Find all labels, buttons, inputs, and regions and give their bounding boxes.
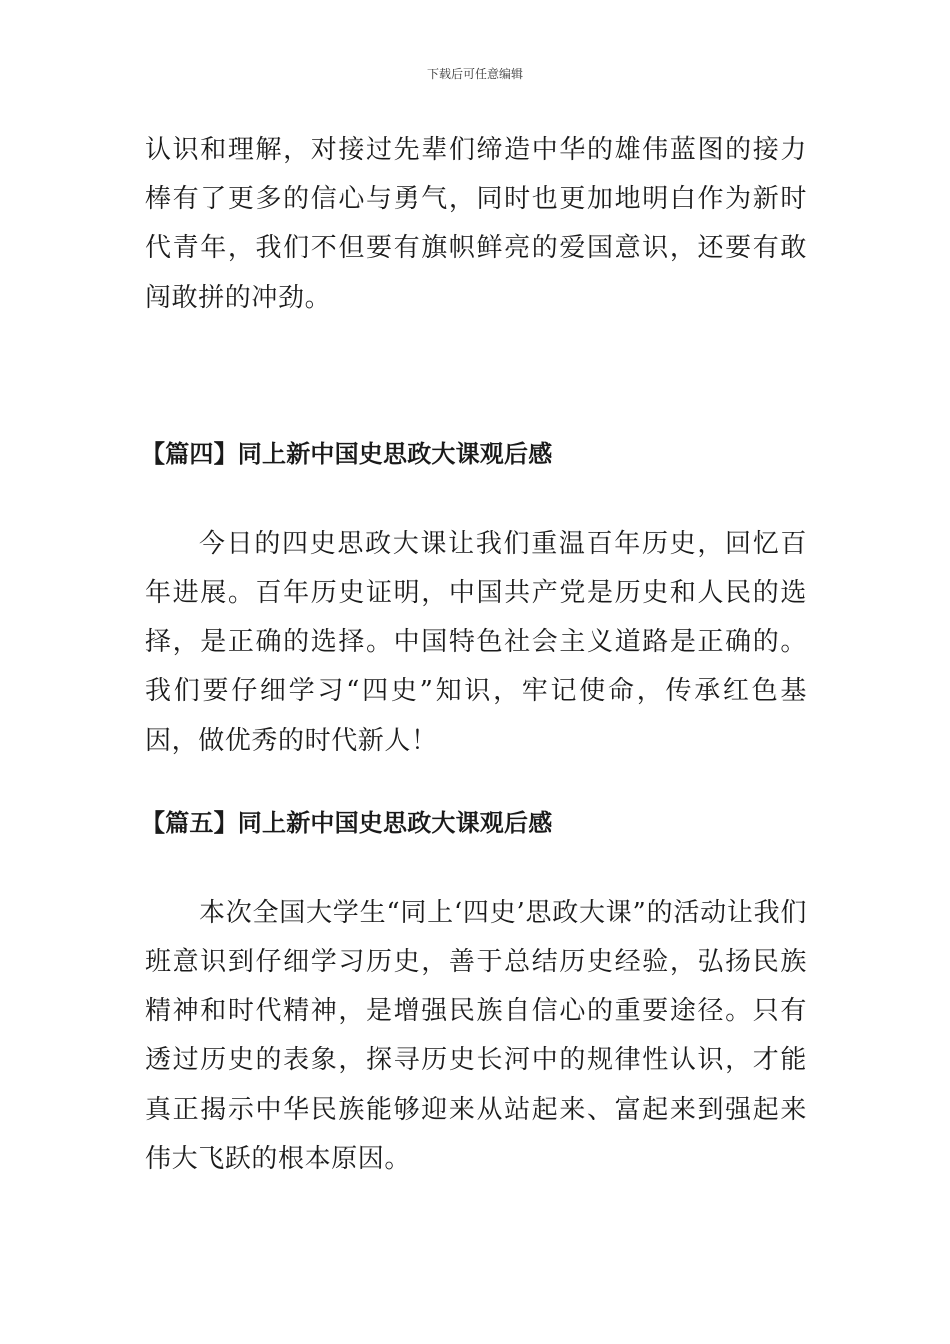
section-five-paragraph: 本次全国大学生“同上‘四史’思政大课”的活动让我们班意识到仔细学习历史，善于总结历史经验，弘扬民族精神和时代精神，是增强民族自信心的重要途径。只有透过历史的表象，探寻历史长河中的规律性认识，才能真正揭示中华民族能够迎来从站起来、富起来到强起来伟大飞跃的根本原因。 [145, 897, 807, 1174]
spacer [145, 766, 807, 805]
page-header-note: 下载后可任意编辑 [426, 67, 523, 81]
spacer [145, 472, 807, 520]
spacer [145, 841, 807, 889]
section-four-paragraph: 今日的四史思政大课让我们重温百年历史，回忆百年进展。百年历史证明，中国共产党是历史和人民的选择，是正确的选择。中国特色社会主义道路是正确的。我们要仔细学习“四史”知识，牢记使命，传承红色基因，做优秀的时代新人！ [145, 528, 807, 756]
section-four-title: 【篇四】同上新中国史思政大课观后感 [141, 438, 553, 468]
spacer [145, 323, 807, 436]
document-body [141, 126, 807, 1184]
continuation-paragraph: 认识和理解，对接过先辈们缔造中华的雄伟蓝图的接力棒有了更多的信心与勇气，同时也更加地明白作为新时代青年，我们不但要有旗帜鲜亮的爱国意识，还要有敢闯敢拼的冲劲。 [145, 135, 807, 313]
section-five-title: 【篇五】同上新中国史思政大课观后感 [141, 807, 553, 837]
